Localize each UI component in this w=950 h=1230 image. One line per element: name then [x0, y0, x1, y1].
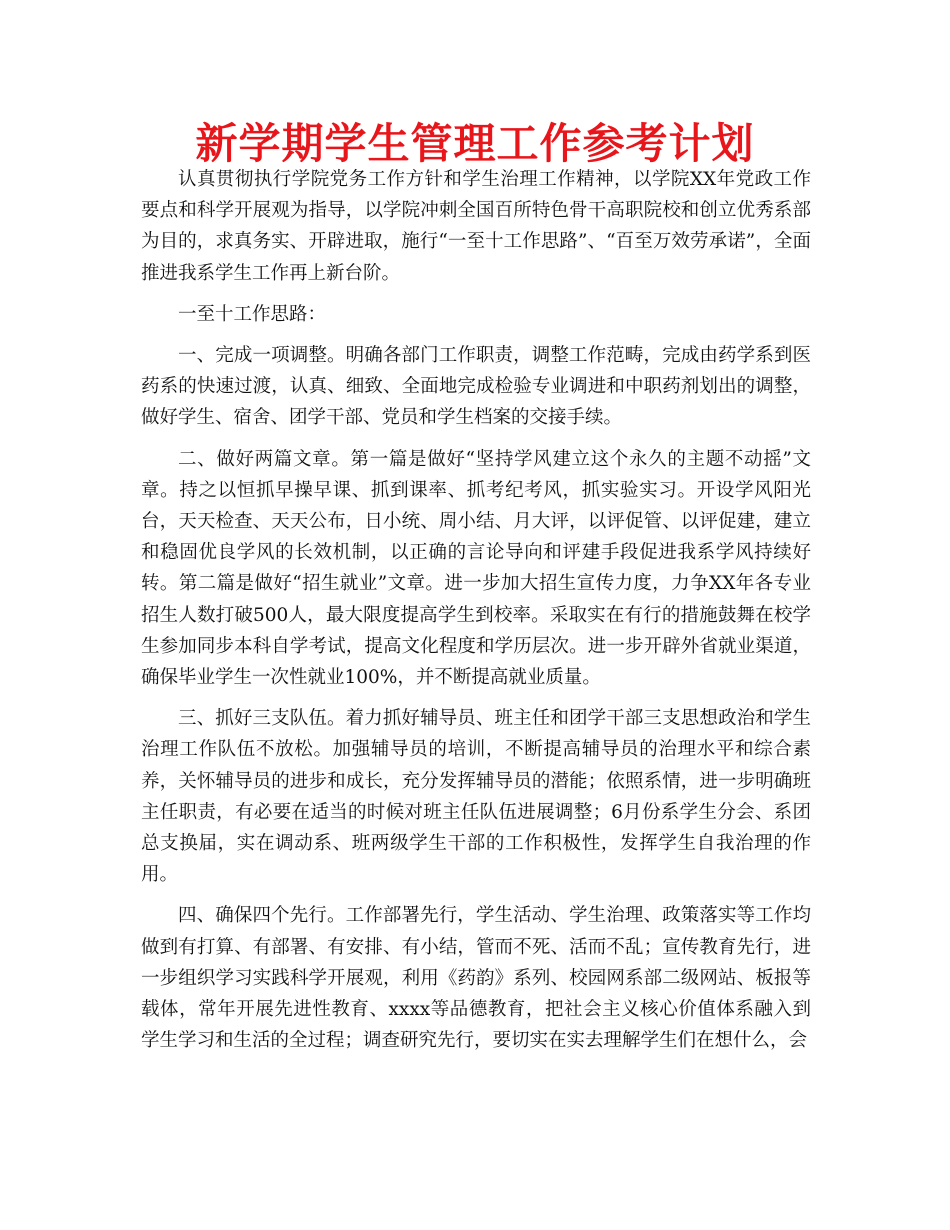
paragraph-section-4: 四、确保四个先行。工作部署先行，学生活动、学生治理、政策落实等工作均做到有打算、有部署、有安排、有小结，管而不死、活而不乱；宣传教育先行，进一步组织学习实践科学开展观，利用《药韵》系列、校园网系部二级网站、板报等载体，常年开展先进性教育、xxxx等品德教育，把社会主义核心价值体系融入到学生学习和生活的全过程；调查研究先行，要切实在实去理解学生们在想什么，会 — [141, 905, 811, 1052]
paragraph-outline-heading: 一至十工作思路： — [178, 303, 327, 325]
paragraph-section-3: 三、抓好三支队伍。着力抓好辅导员、班主任和团学干部三支思想政治和学生治理工作队伍不放松。加强辅导员的培训，不断提高辅导员的治理水平和综合素养，关怀辅导员的进步和成长，充分发挥辅导员的潜能；依照系情，进一步明确班主任职责，有必要在适当的时候对班主任队伍进展调整；6月份系学生分会、系团总支换届，实在调动系、班两级学生干部的工作积极性，发挥学生自我治理的作用。 — [141, 708, 811, 886]
paragraph-intro: 认真贯彻执行学院党务工作方针和学生治理工作精神，以学院XX年党政工作要点和科学开展观为指导，以学院冲刺全国百所特色骨干高职院校和创立优秀系部为目的，求真务实、开辟进取，施行“一至十工作思路”、“百至万效劳承诺”，全面推进我系学生工作再上新台阶。 — [141, 169, 811, 284]
paragraph-section-1: 一、完成一项调整。明确各部门工作职责，调整工作范畴，完成由药学系到医药系的快速过渡，认真、细致、全面地完成检验专业调进和中职药剂划出的调整，做好学生、宿舍、团学干部、党员和学生档案的交接手续。 — [141, 345, 811, 429]
document-title: 新学期学生管理工作参考计划 — [195, 119, 755, 168]
paragraph-section-2: 二、做好两篇文章。第一篇是做好“坚持学风建立这个永久的主题不动摇”文章。持之以恒抓早操早课、抓到课率、抓考纪考风，抓实验实习。开设学风阳光台，天天检查、天天公布，日小统、周小结、月大评，以评促管、以评促建，建立和稳固优良学风的长效机制，以正确的言论导向和评建手段促进我系学风持续好转。第二篇是做好“招生就业”文章。进一步加大招生宣传力度，力争XX年各专业招生人数打破500人，最大限度提高学生到校率。采取实在有行的措施鼓舞在校学生参加同步本科自学考试，提高文化程度和学历层次。进一步开辟外省就业渠道，确保毕业学生一次性就业100%，并不断提高就业质量。 — [141, 448, 811, 689]
document-body — [141, 164, 811, 1066]
